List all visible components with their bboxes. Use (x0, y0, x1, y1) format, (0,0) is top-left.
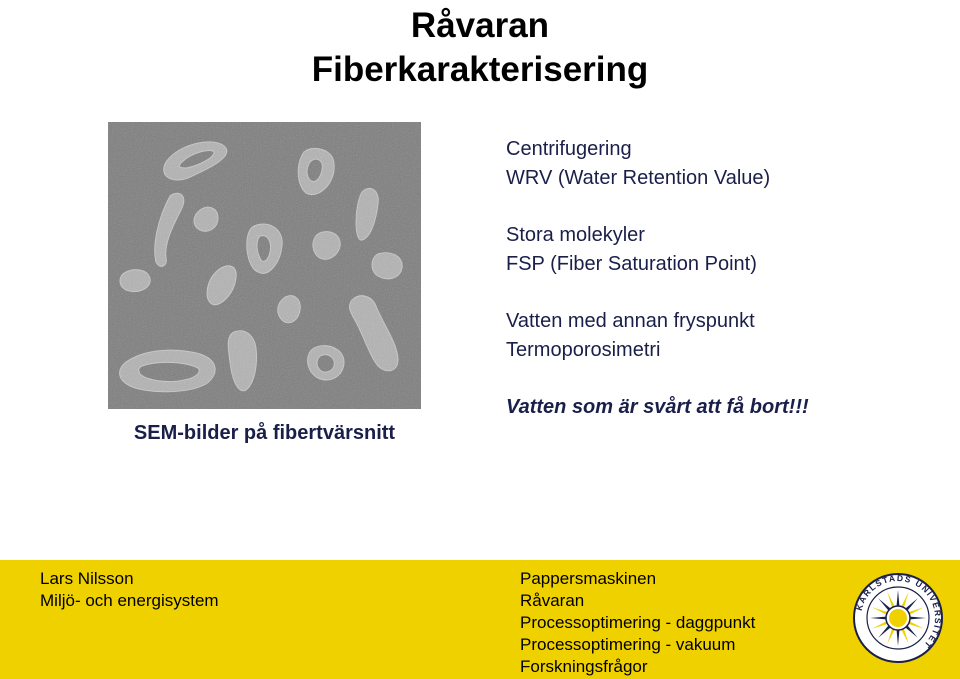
method-line: Vatten med annan fryspunkt (506, 310, 755, 332)
method-line: Termoporosimetri (506, 339, 661, 361)
title-line-2: Fiberkarakterisering (311, 50, 649, 89)
nav-link-pappersmaskinen[interactable]: Pappersmaskinen (520, 569, 657, 588)
footer-author-block (40, 568, 219, 612)
method-line: WRV (Water Retention Value) (506, 167, 771, 189)
method-line: Stora molekyler (506, 224, 645, 246)
method-line: Centrifugering (506, 138, 632, 160)
title-line-1: Råvaran (410, 6, 550, 45)
method-line: FSP (Fiber Saturation Point) (506, 253, 757, 275)
slide-title (0, 4, 960, 92)
nav-link-forskningsfragor[interactable]: Forskningsfrågor (520, 657, 648, 676)
department-name: Miljö- och energisystem (40, 591, 219, 610)
karlstad-university-logo (852, 572, 944, 664)
nav-link-ravaran[interactable]: Råvaran (520, 591, 585, 610)
sem-fiber-cross-section-image (108, 122, 421, 409)
method-group-thermoporosimetry (506, 307, 926, 365)
author-name: Lars Nilsson (40, 569, 134, 588)
emphasis-text: Vatten som är svårt att få bort!!! (506, 396, 809, 418)
nav-link-daggpunkt[interactable]: Processoptimering - daggpunkt (520, 613, 756, 632)
footer-navigation (520, 568, 755, 678)
nav-link-vakuum[interactable]: Processoptimering - vakuum (520, 635, 736, 654)
method-group-wrv (506, 135, 926, 193)
logo-text: KARLSTADS UNIVERSITET (853, 572, 944, 651)
method-group-fsp (506, 221, 926, 279)
method-list (506, 135, 926, 422)
footer-bar (0, 560, 960, 679)
image-caption: SEM-bilder på fibertvärsnitt (133, 422, 396, 444)
